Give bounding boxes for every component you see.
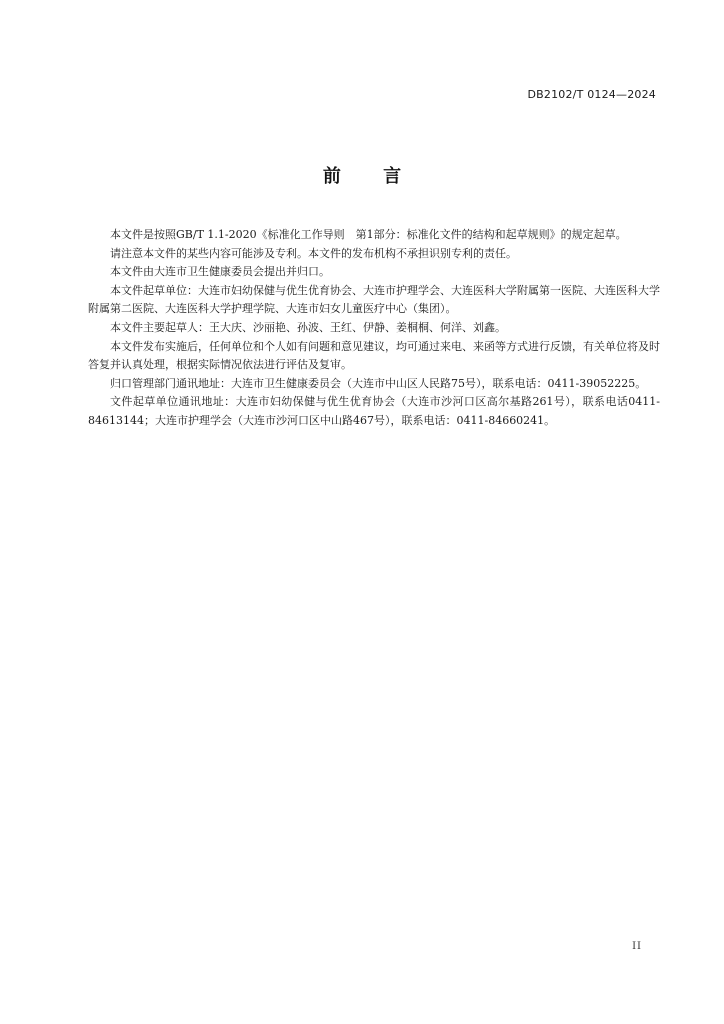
page-title: 前 言 <box>322 166 420 187</box>
paragraph-feedback: 本文件发布实施后，任何单位和个人如有问题和意见建议，均可通过来电、来函等方式进行反馈，有关单位将及时答复并认真处理，根据实际情况依法进行评估及复审。 <box>88 339 660 372</box>
paragraph-patent-notice: 请注意本文件的某些内容可能涉及专利。本文件的发布机构不承担识别专利的责任。 <box>110 246 517 260</box>
paragraph-drafting-unit-address: 文件起草单位通讯地址：大连市妇幼保健与优生优育协会（大连市沙河口区高尔基路261号），联系电话0411-84613144；大连市护理学会（大连市沙河口区中山路467号），联系电话：0411-84660241。 <box>88 395 660 427</box>
paragraph-proposer: 本文件由大连市卫生健康委员会提出并归口。 <box>110 265 330 279</box>
paragraph-authority-address: 归口管理部门通讯地址：大连市卫生健康委员会（大连市中山区人民路75号），联系电话：0411-39052225。 <box>110 376 647 390</box>
foreword-body <box>88 226 660 431</box>
paragraph-standard-basis: 本文件是按照GB/T 1.1-2020《标准化工作导则 第1部分：标准化文件的结构和起草规则》的规定起草。 <box>110 228 627 241</box>
paragraph-drafting-units: 本文件起草单位：大连市妇幼保健与优生优育协会、大连市护理学会、大连医科大学附属第一医院、大连医科大学附属第二医院、大连医科大学护理学院、大连市妇女儿童医疗中心（集团）。 <box>88 283 660 316</box>
page-number: II <box>632 941 642 952</box>
paragraph-drafters: 本文件主要起草人：王大庆、沙丽艳、孙波、王红、伊静、姜桐桐、何洋、刘鑫。 <box>110 320 506 334</box>
document-code: DB2102/T 0124—2024 <box>527 88 656 101</box>
